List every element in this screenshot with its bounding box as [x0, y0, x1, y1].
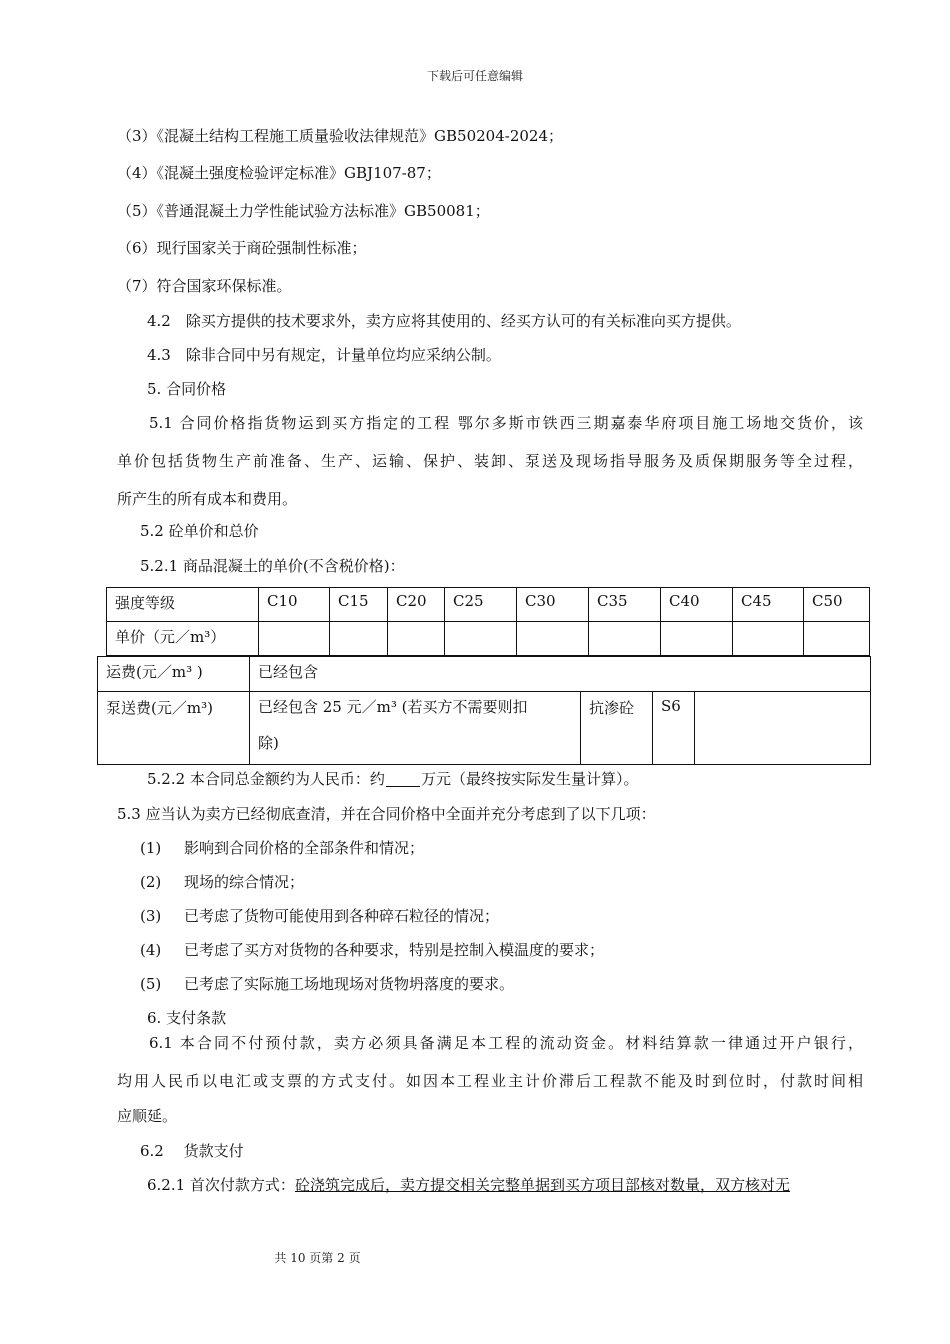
grade-c25: C25 [445, 588, 517, 622]
unit-price-cell [445, 622, 517, 656]
price-table [106, 587, 870, 656]
standard-item-4: （4）《混凝土强度检验评定标准》GBJ107-87； [117, 164, 441, 182]
grade-row [107, 588, 870, 622]
unit-price-cell [733, 622, 804, 656]
consideration-item [140, 906, 499, 926]
clause-5-2-1: 5.2.1 商品混凝土的单价(不含税价格)： [140, 557, 405, 575]
item-number: (2) [140, 873, 162, 891]
clause-6-1-line-1: 6.1 本合同不付预付款，卖方必须具备满足本工程的流动资金。材料结算款一律通过开户银行， [149, 1034, 863, 1052]
unit-price-cell [388, 622, 445, 656]
item-number: (1) [140, 839, 162, 857]
standard-item-6: （6）现行国家关于商砼强制性标准； [117, 239, 367, 257]
clause-6-2-1 [147, 1175, 790, 1195]
clause-5-2-2 [147, 769, 638, 789]
grade-c10: C10 [259, 588, 330, 622]
amount-blank [386, 771, 420, 787]
item-number: (4) [140, 941, 162, 959]
grade-c15: C15 [330, 588, 388, 622]
fee-table [97, 656, 871, 765]
page-footer: 共 10 页第 2 页 [274, 1251, 361, 1265]
item-text: 已考虑了实际施工场地现场对货物坍落度的要求。 [184, 975, 515, 993]
consideration-item [140, 940, 604, 960]
clause-6-2-1-label: 6.2.1 首次付款方式： [147, 1176, 295, 1194]
impermeable-value: S6 [653, 692, 695, 765]
clause-6-2: 6.2 货款支付 [140, 1142, 244, 1160]
clause-5-1-line-1: 5.1 合同价格指货物运到买方指定的工程 鄂尔多斯市铁西三期嘉泰华府项目施工场地交货价，该 [149, 414, 863, 432]
unit-price-label: 单价（元／m³） [107, 622, 259, 656]
section-6-title: 6. 支付条款 [147, 1009, 227, 1027]
pump-value-line-1: 已经包含 25 元／m³ (若买方不需要则扣 [258, 698, 528, 716]
page-header: 下载后可任意编辑 [426, 69, 523, 83]
item-text: 已考虑了货物可能使用到各种碎石粒径的情况； [184, 907, 500, 925]
clause-5-2-2-suffix: 万元（最终按实际发生量计算）。 [420, 770, 639, 788]
grade-c35: C35 [589, 588, 661, 622]
clause-5-1-line-3: 所产生的所有成本和费用。 [117, 490, 298, 508]
empty-cell [695, 692, 871, 765]
consideration-item [140, 838, 424, 858]
pump-row [98, 692, 871, 765]
impermeable-label: 抗渗砼 [581, 692, 653, 765]
unit-price-cell [804, 622, 870, 656]
standard-item-5: （5）《普通混凝土力学性能试验方法标准》GB50081； [117, 202, 490, 220]
item-text: 影响到合同价格的全部条件和情况； [184, 839, 425, 857]
clause-5-2-2-prefix: 5.2.2 本合同总金额约为人民币：约 [147, 770, 385, 788]
unit-price-cell [589, 622, 661, 656]
item-text: 现场的综合情况； [184, 873, 305, 891]
grade-c40: C40 [661, 588, 733, 622]
pump-value [250, 692, 581, 765]
clause-6-2-1-text: 砼浇筑完成后，卖方提交相关完整单据到买方项目部核对数量，双方核对无 [294, 1176, 790, 1194]
grade-c20: C20 [388, 588, 445, 622]
clause-5-1-line-2: 单价包括货物生产前准备、生产、运输、保护、装卸、泵送及现场指导服务及质保期服务等全过程， [117, 452, 863, 470]
item-number: (5) [140, 975, 162, 993]
unit-price-cell [259, 622, 330, 656]
item-text: 已考虑了买方对货物的各种要求，特别是控制入模温度的要求； [184, 941, 605, 959]
transport-value: 已经包含 [250, 657, 871, 692]
clause-6-1-line-3: 应顺延。 [117, 1107, 178, 1125]
transport-label: 运费(元／m³ ) [98, 657, 250, 692]
transport-row [98, 657, 871, 692]
grade-c45: C45 [733, 588, 804, 622]
standard-item-7: （7）符合国家环保标准。 [117, 277, 292, 295]
clause-5-3: 5.3 应当认为卖方已经彻底查清，并在合同价格中全面并充分考虑到了以下几项： [117, 805, 656, 823]
grade-label: 强度等级 [107, 588, 259, 622]
unit-price-row [107, 622, 870, 656]
unit-price-cell [517, 622, 589, 656]
clause-5-2: 5.2 砼单价和总价 [140, 522, 259, 540]
clause-4-2: 4.2 除买方提供的技术要求外，卖方应将其使用的、经买方认可的有关标准向买方提供。 [147, 312, 741, 330]
unit-price-cell [661, 622, 733, 656]
consideration-item [140, 872, 304, 892]
clause-4-3: 4.3 除非合同中另有规定，计量单位均应采纳公制。 [147, 346, 501, 364]
consideration-item [140, 974, 514, 994]
standard-item-3: （3）《混凝土结构工程施工质量验收法律规范》GB50204-2024； [117, 127, 564, 145]
unit-price-cell [330, 622, 388, 656]
section-5-title: 5. 合同价格 [147, 380, 227, 398]
clause-6-1-line-2: 均用人民币以电汇或支票的方式支付。如因本工程业主计价滞后工程款不能及时到位时，付款时间相 [117, 1072, 863, 1090]
pump-label: 泵送费(元／m³) [98, 692, 250, 765]
item-number: (3) [140, 907, 162, 925]
pump-value-line-2: 除) [258, 734, 279, 752]
grade-c50: C50 [804, 588, 870, 622]
grade-c30: C30 [517, 588, 589, 622]
